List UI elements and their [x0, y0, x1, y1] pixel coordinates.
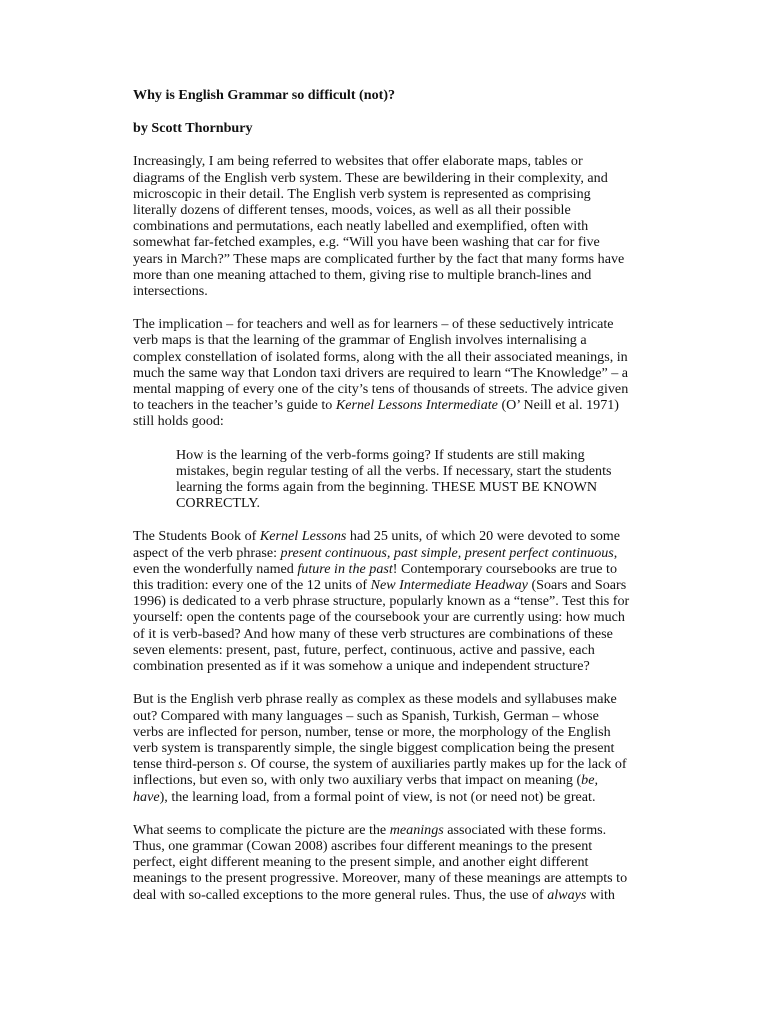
text-run: of it is verb-based? And how many of these verb structures are combinations of these [133, 625, 613, 642]
text-run: associated with these forms. [443, 821, 607, 838]
text-line [133, 789, 631, 805]
text-line [133, 186, 631, 202]
text-line [133, 267, 631, 283]
body-paragraph [133, 316, 631, 429]
text-line [133, 202, 631, 218]
text-line [133, 772, 631, 788]
italic-phrase: have [133, 788, 160, 805]
text-run: CORRECTLY. [176, 495, 261, 512]
article-body [133, 153, 631, 902]
text-run: still holds good: [133, 413, 224, 430]
text-line [176, 447, 631, 463]
text-run: The Students Book of [133, 528, 260, 545]
text-line [133, 332, 631, 348]
text-run: But is the English verb phrase really as complex as these models and syllabuses make [133, 691, 617, 708]
text-line [176, 495, 631, 511]
text-run: literally dozens of different tenses, moods, voices, as well as all their possible [133, 202, 571, 219]
text-line [133, 397, 631, 413]
italic-phrase: future in the past [297, 560, 393, 577]
text-run: ), the learning load, from a formal point of view, is not (or need not) be great. [159, 788, 596, 805]
text-run: yourself: open the contents page of the coursebook your are currently using: how much [133, 609, 625, 626]
italic-phrase: s [237, 756, 244, 773]
text-line [133, 642, 631, 658]
text-line [133, 626, 631, 642]
text-line [133, 349, 631, 365]
text-line [133, 822, 631, 838]
text-line [133, 153, 631, 169]
text-run: mental mapping of every one of the city’s tens of thousands of streets. The advice given [133, 381, 629, 398]
text-run: , [613, 544, 618, 561]
text-line [133, 381, 631, 397]
text-line [133, 724, 631, 740]
body-paragraph [133, 153, 631, 299]
italic-phrase: New Intermediate Headway [370, 577, 528, 594]
italic-phrase: always [547, 886, 587, 903]
text-column [133, 87, 631, 903]
text-run: How is the learning of the verb-forms going? If students are still making [176, 446, 585, 463]
text-line [133, 740, 631, 756]
text-run: much the same way that London taxi drivers are required to learn “The Knowledge” – a [133, 364, 629, 381]
text-run: . Of course, the system of auxiliaries partly makes up for the lack of [243, 756, 627, 773]
author-byline: by Scott Thornbury [133, 120, 253, 137]
text-line [133, 691, 631, 707]
text-run: mistakes, begin regular testing of all the verbs. If necessary, start the students [176, 462, 612, 479]
text-line [176, 479, 631, 495]
text-line [133, 838, 631, 854]
italic-phrase: present continuous, past simple, present perfect continuous [280, 544, 614, 561]
text-run: perfect, eight different meaning to the present simple, and another eight different [133, 854, 589, 871]
text-run: (O’ Neill et al. 1971) [497, 397, 619, 414]
text-line [133, 365, 631, 381]
italic-phrase: Kernel Lessons Intermediate [335, 397, 498, 414]
text-run: 1996) is dedicated to a verb phrase structure, popularly known as a “tense”. Test this for [133, 593, 630, 610]
text-line [133, 413, 631, 429]
text-run: this tradition: every one of the 12 units of [133, 577, 371, 594]
text-run: had 25 units, of which 20 were devoted to some [346, 528, 620, 545]
text-run: even the wonderfully named [133, 560, 298, 577]
text-run: seven elements: present, past, future, perfect, continuous, active and passive, each [133, 641, 595, 658]
text-line [133, 887, 631, 903]
text-line [133, 854, 631, 870]
text-line [133, 251, 631, 267]
text-run: verbs are inflected for person, number, tense or more, the morphology of the English [133, 723, 611, 740]
italic-phrase: be, [581, 772, 598, 789]
text-run: aspect of the verb phrase: [133, 544, 281, 561]
text-line [133, 577, 631, 593]
text-run: inflections, but even so, with only two auxiliary verbs that impact on meaning ( [133, 772, 582, 789]
body-paragraph [133, 691, 631, 804]
text-line [133, 283, 631, 299]
text-run: meanings to the present progressive. Moreover, many of these meanings are attempts to [133, 870, 628, 887]
document-title: Why is English Grammar so difficult (not)? [133, 87, 396, 103]
italic-phrase: meanings [389, 821, 444, 838]
text-run: with [586, 886, 615, 903]
text-line [133, 234, 631, 250]
text-line [133, 218, 631, 234]
text-line [133, 870, 631, 886]
text-line [133, 170, 631, 186]
text-line [133, 316, 631, 332]
text-line [133, 708, 631, 724]
text-line [133, 545, 631, 561]
text-run: combination presented as if it was somehow a unique and independent structure? [133, 658, 590, 675]
text-run: ! Contemporary coursebooks are true to [392, 560, 618, 577]
text-run: somewhat far-fetched examples, e.g. “Will you have been washing that car for five [133, 234, 600, 251]
text-line [133, 756, 631, 772]
italic-phrase: Kernel Lessons [259, 528, 347, 545]
body-paragraph [133, 822, 631, 903]
text-line [133, 609, 631, 625]
text-run: verb system is transparently simple, the single biggest complication being the present [133, 739, 615, 756]
text-run: deal with so-called exceptions to the more general rules. Thus, the use of [133, 886, 548, 903]
text-run: more than one meaning attached to them, giving rise to multiple branch-lines and [133, 266, 592, 283]
text-run: complex constellation of isolated forms, along with the all their associated meanings, in [133, 348, 628, 365]
text-run: out? Compared with many languages – such as Spanish, Turkish, German – whose [133, 707, 599, 724]
text-run: years in March?” These maps are complicated further by the fact that many forms have [133, 250, 625, 267]
text-line [133, 561, 631, 577]
text-run: diagrams of the English verb system. These are bewildering in their complexity, and [133, 169, 608, 186]
text-run: microscopic in their detail. The English verb system is represented as comprising [133, 185, 591, 202]
text-line [133, 593, 631, 609]
text-run: What seems to complicate the picture are the [133, 821, 390, 838]
text-run: intersections. [133, 283, 208, 300]
text-run: combinations and permutations, each neatly labelled and exemplified, often with [133, 218, 589, 235]
body-paragraph [133, 528, 631, 674]
text-run: to teachers in the teacher’s guide to [133, 397, 336, 414]
text-run: verb maps is that the learning of the grammar of English involves internalising a [133, 332, 587, 349]
text-line [176, 463, 631, 479]
text-run: tense third-person [133, 756, 238, 773]
text-run: (Soars and Soars [527, 577, 627, 594]
text-run: Thus, one grammar (Cowan 2008) ascribes four different meanings to the present [133, 837, 593, 854]
text-run: The implication – for teachers and well as for learners – of these seductively intricate [133, 316, 614, 333]
text-line [133, 658, 631, 674]
text-line [133, 528, 631, 544]
block-quote [176, 447, 631, 512]
text-run: Increasingly, I am being referred to websites that offer elaborate maps, tables or [133, 153, 583, 170]
text-run: learning the forms again from the beginning. THESE MUST BE KNOWN [176, 479, 598, 496]
